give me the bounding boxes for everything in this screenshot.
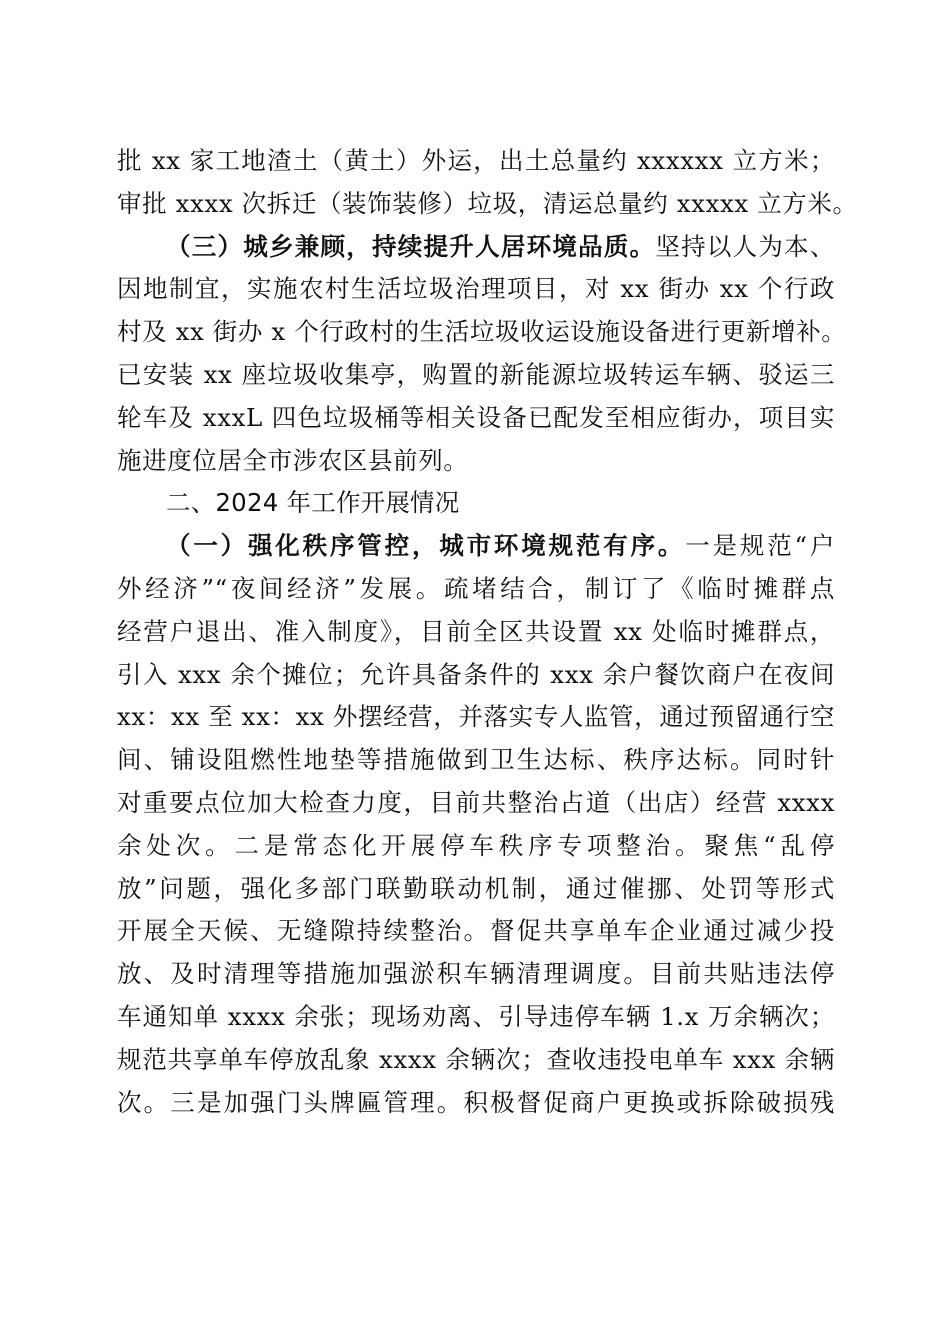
paragraph-3-line-1-rest: 一是规范“户 [685,531,835,561]
paragraph-2-lead: （三）城乡兼顾，持续提升人居环境品质。 [166,231,656,261]
paragraph-2-line-3: 村及 xx 街办 x 个行政村的生活垃圾收运设施设备进行更新增补。 [117,317,847,347]
paragraph-3-line-10: 开展全天候、无缝隙持续整治。督促共享单车企业通过减少投 [117,916,835,946]
paragraph-3-line-5: xx：xx 至 xx：xx 外摆经营，并落实专人监管，通过预留通行空 [117,702,835,732]
paragraph-2-line-6: 施进度位居全市涉农区县前列。 [117,445,469,475]
paragraph-3-line-1 [117,525,835,568]
paragraph-3-line-8: 余处次。二是常态化开展停车秩序专项整治。聚焦“乱停 [117,830,835,860]
paragraph-2-line-1-rest: 坚持以人为本、 [655,231,835,261]
paragraph-2-line-5: 轮车及 xxxL 四色垃圾桶等相关设备已配发至相应街办，项目实 [117,402,835,432]
paragraph-3-line-3: 经营户退出、准入制度》，目前全区共设置 xx 处临时摊群点， [117,616,835,646]
section-heading: 二、2024 年工作开展情况 [166,488,460,518]
paragraph-3-line-2: 外经济”“夜间经济”发展。疏堵结合，制订了《临时摊群点 [117,573,835,603]
paragraph-2-line-1 [117,226,835,269]
paragraph-3-line-13: 规范共享单车停放乱象 xxxx 余辆次；查收违投电单车 xxx 余辆 [117,1044,835,1074]
paragraph-1-line-2: 审批 xxxx 次拆迁（装饰装修）垃圾，清运总量约 xxxxx 立方米。 [117,188,858,218]
paragraph-3-line-7: 对重要点位加大检查力度，目前共整治占道（出店）经营 xxxx [117,787,835,817]
paragraph-2-line-2: 因地制宜，实施农村生活垃圾治理项目，对 xx 街办 xx 个行政 [117,274,835,304]
paragraph-3-lead: （一）强化秩序管控，城市环境规范有序。 [166,531,686,561]
paragraph-3-line-12: 车通知单 xxxx 余张；现场劝离、引导违停车辆 1.x 万余辆次； [117,1001,835,1031]
paragraph-3-line-9: 放”问题，强化多部门联勤联动机制，通过催挪、处罚等形式 [117,873,835,903]
paragraph-3-line-4: 引入 xxx 余个摊位；允许具备条件的 xxx 余户餐饮商户在夜间 [117,659,835,689]
paragraph-1-line-1: 批 xx 家工地渣土（黄土）外运，出土总量约 xxxxxx 立方米； [117,146,835,175]
paragraph-3-line-14: 次。三是加强门头牌匾管理。积极督促商户更换或拆除破损残 [117,1087,835,1117]
paragraph-2-line-4: 已安装 xx 座垃圾收集亭，购置的新能源垃圾转运车辆、驳运三 [117,359,835,389]
paragraph-3-line-11: 放、及时清理等措施加强淤积车辆清理调度。目前共贴违法停 [117,959,835,989]
document-body [117,140,858,1124]
paragraph-3-line-6: 间、铺设阻燃性地垫等措施做到卫生达标、秩序达标。同时针 [117,745,835,775]
